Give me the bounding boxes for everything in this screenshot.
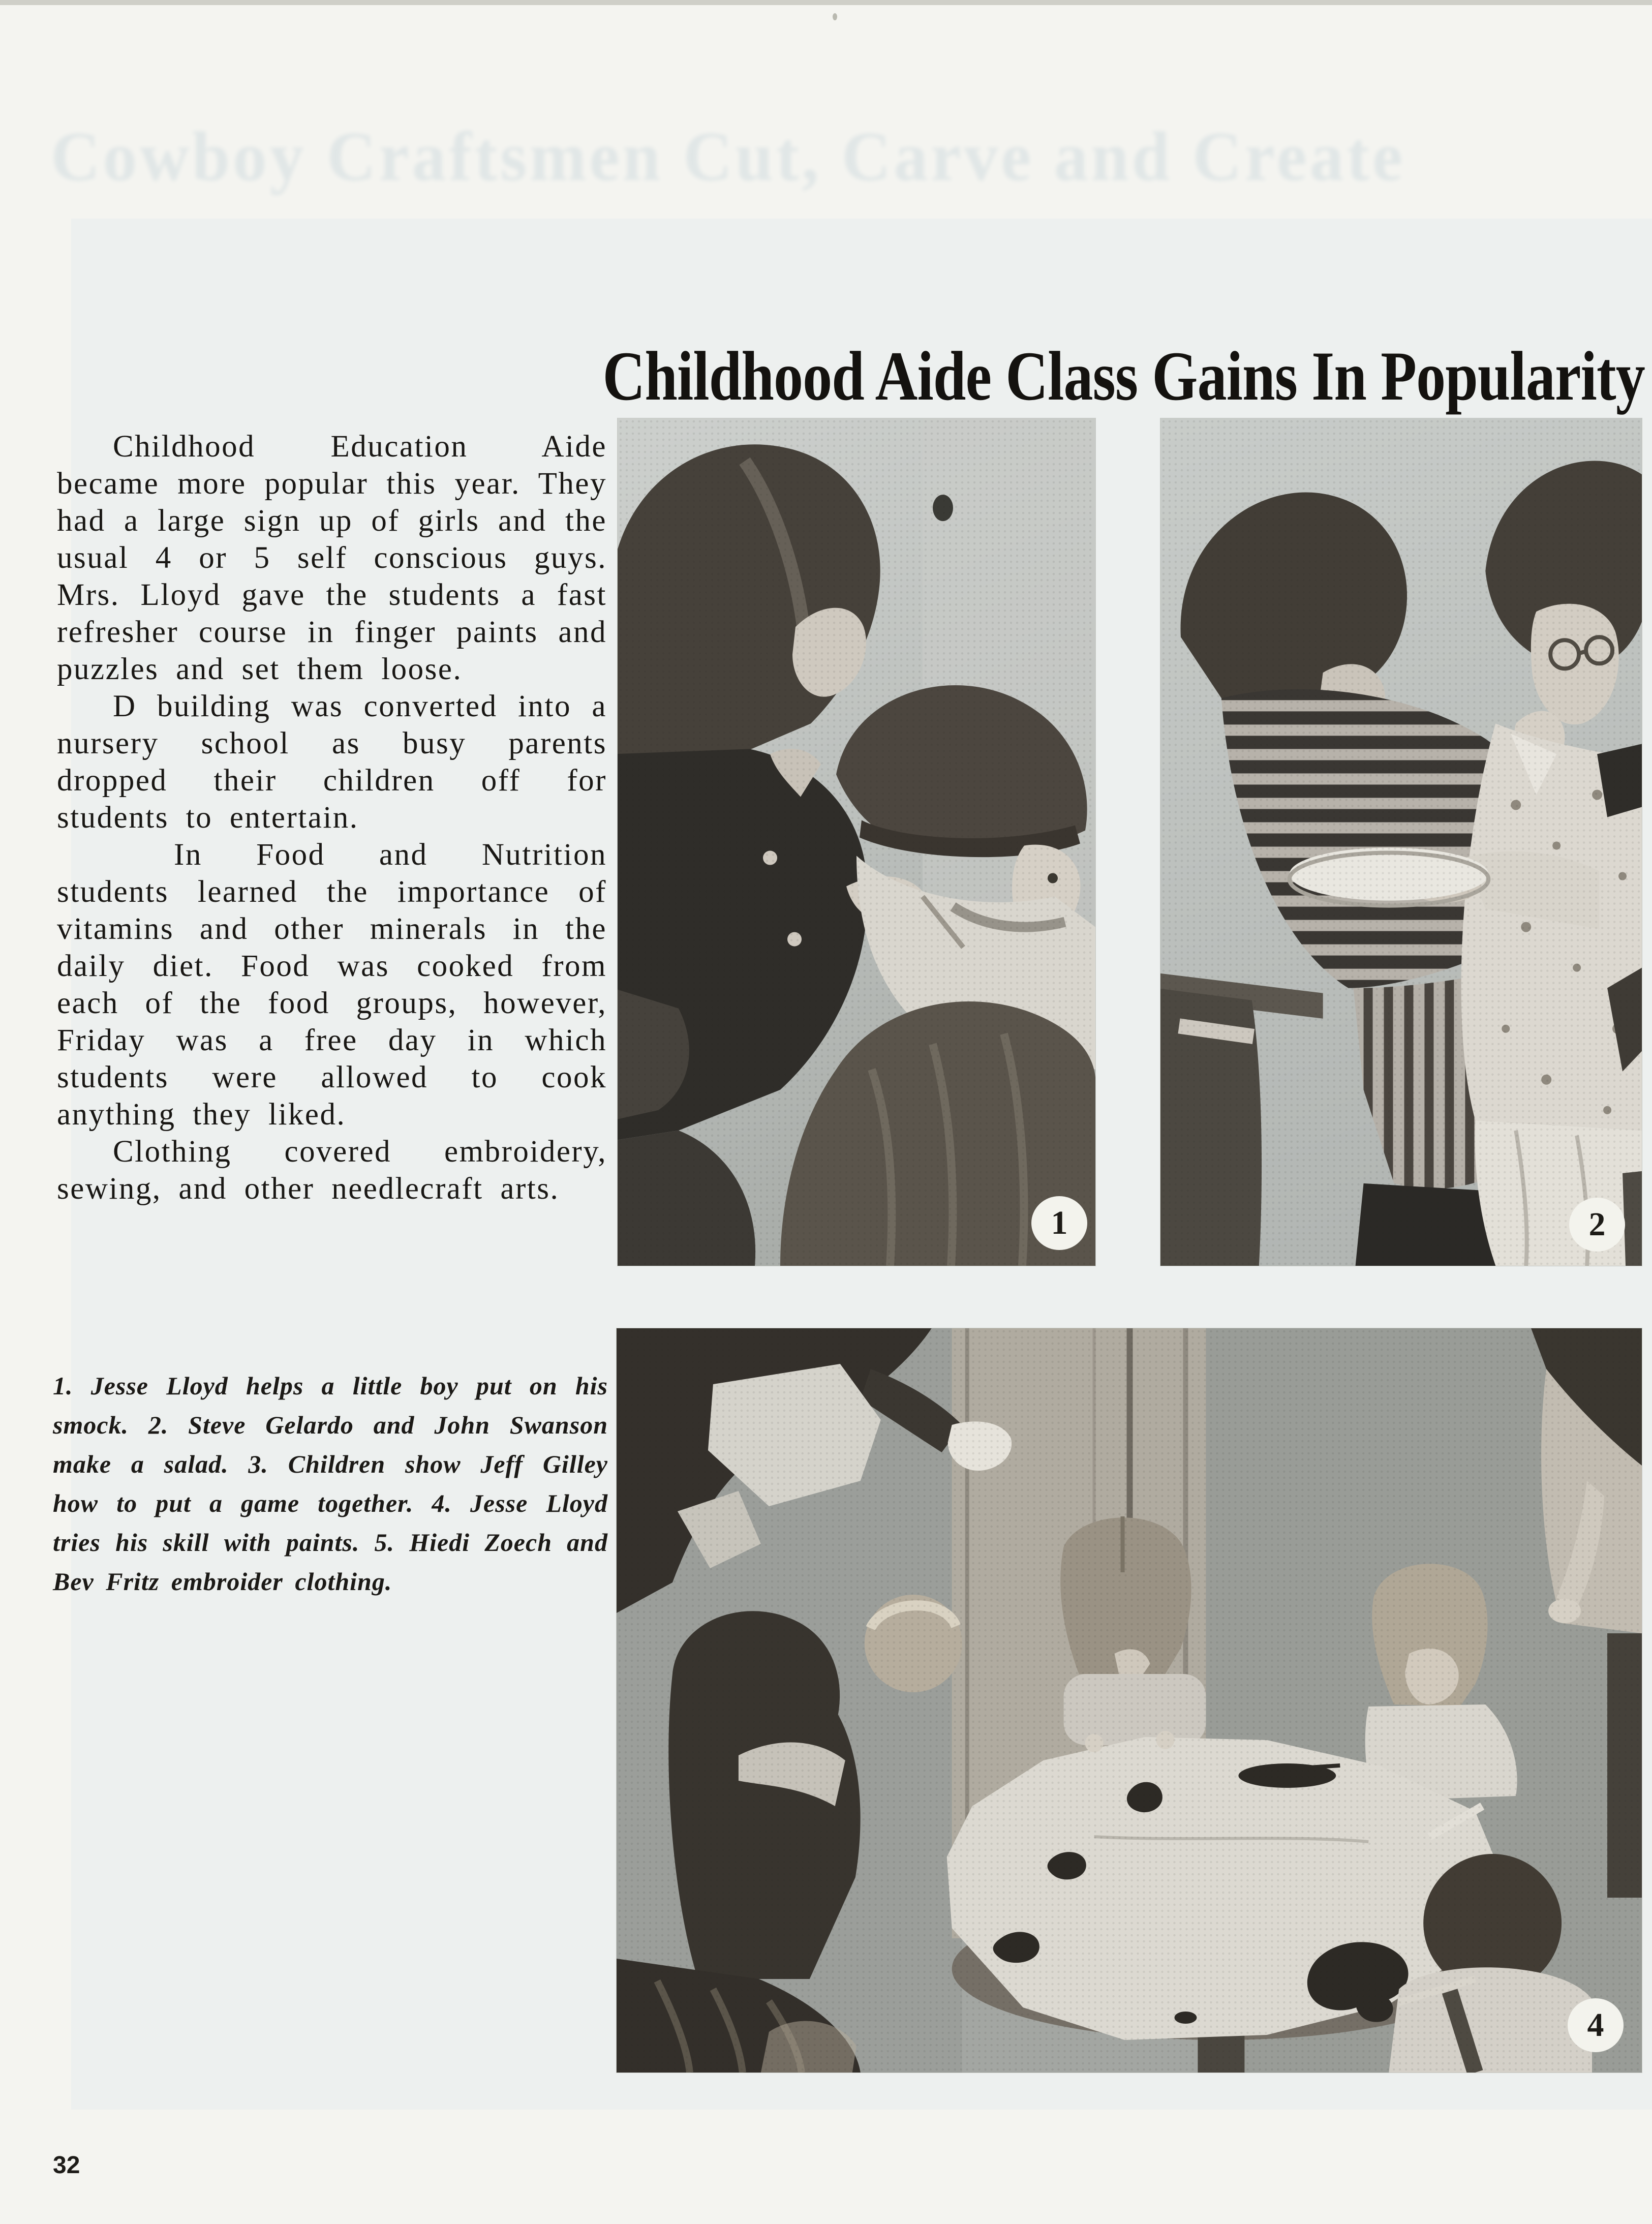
scan-edge: [0, 0, 1652, 5]
figure-1-photo: [618, 418, 1095, 1266]
caption-text: 1. Jesse Lloyd helps a little boy put on his smock. 2. Steve Gelardo and John Swanson make a salad. 3. Children show Jeff Gilley how to put a game together. 4. Jesse Lloyd tries his skill with paints. 5. Hiedi Zoech and Bev Fritz embroider clothing.: [53, 1372, 608, 1596]
figure-number-badge: [1569, 1198, 1625, 1252]
figure-4-photo: [617, 1328, 1642, 2073]
figure-number: 4: [1587, 2006, 1604, 2044]
figure-number: 2: [1588, 1206, 1606, 1243]
figure-number-badge: [1031, 1196, 1087, 1250]
article-paragraph: D building was converted into a nursery school as busy parents dropped their children off for students to entertain.: [57, 689, 607, 835]
page-title: Childhood Aide Class Gains In Popularity: [602, 337, 1645, 415]
photo-4-image: [617, 1328, 1642, 2073]
photo-captions: [53, 1366, 608, 1601]
figure-number-badge: [1568, 1998, 1624, 2052]
figure-2-photo: [1160, 418, 1642, 1266]
photo-2-image: [1160, 418, 1642, 1266]
article-paragraph: In Food and Nutrition students learned the importance of vitamins and other minerals in the daily diet. Food was cooked from each of the food groups, however, Friday was a free day in which students were allowed to cook anything they liked.: [57, 838, 607, 1132]
article-paragraph: Clothing covered embroidery, sewing, and other needlecraft arts.: [57, 1135, 607, 1206]
article-body: [57, 428, 607, 1207]
ghost-showthrough-headline: Cowboy Craftsmen Cut, Carve and Create: [51, 117, 1406, 195]
figure-number: 1: [1051, 1204, 1068, 1241]
scan-speck: [833, 13, 837, 20]
page-number: 32: [53, 2152, 80, 2179]
photo-1-image: [618, 418, 1095, 1266]
article-paragraph: Childhood Education Aide became more popular this year. They had a large sign up of girls and the usual 4 or 5 self conscious guys. Mrs. Lloyd gave the students a fast refresher course in finger paints and puzzles and set them loose.: [57, 430, 607, 686]
